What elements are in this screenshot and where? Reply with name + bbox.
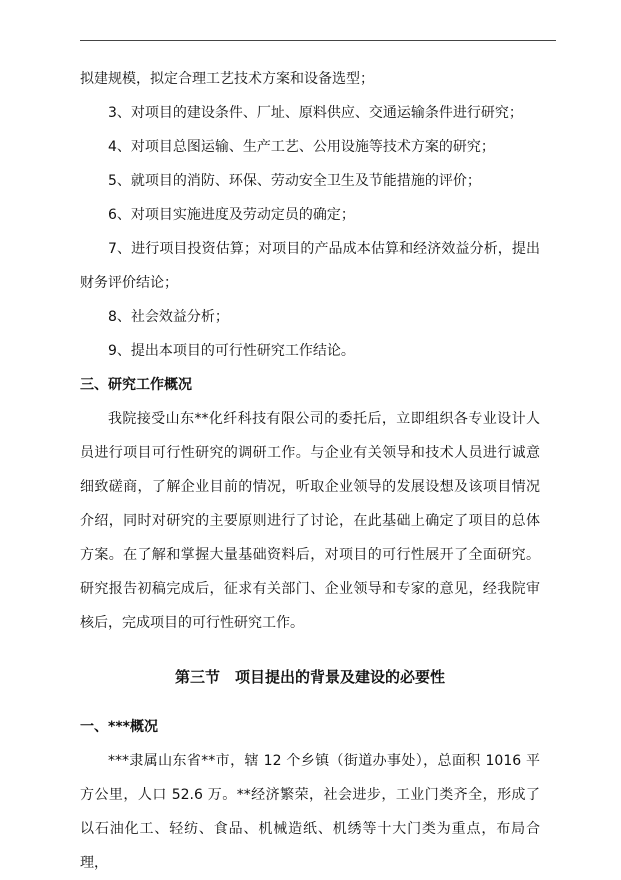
- paragraph-overview: ***隶属山东省**市，辖 12 个乡镇（街道办事处），总面积 1016 平方公里，人口 52.6 万。**经济繁荣，社会进步，工业门类齐全，形成了以石油化工、轻纺、食品、机械造纸、机绣等十大门类为重点，布局合理，: [80, 753, 540, 871]
- heading-overview: 一、***概况: [80, 719, 158, 735]
- list-item: 3、对项目的建设条件、厂址、原料供应、交通运输条件进行研究；: [108, 105, 523, 121]
- list-item: 9、提出本项目的可行性研究工作结论。: [108, 343, 355, 359]
- list-item: 8、社会效益分析；: [108, 309, 229, 325]
- list-item: 4、对项目总图运输、生产工艺、公用设施等技术方案的研究；: [108, 139, 495, 155]
- list-item: 6、对项目实施进度及劳动定员的确定；: [108, 207, 355, 223]
- heading-research-overview: 三、研究工作概况: [80, 377, 192, 393]
- header-rule: [80, 40, 556, 41]
- section-title: 第三节 项目提出的背景及建设的必要性: [174, 668, 445, 686]
- document-body: [80, 62, 540, 880]
- list-item: 7、进行项目投资估算；对项目的产品成本估算和经济效益分析，提出财务评价结论；: [80, 241, 540, 291]
- list-item: 5、就项目的消防、环保、劳动安全卫生及节能措施的评价；: [108, 173, 481, 189]
- paragraph-research-overview: 我院接受山东**化纤科技有限公司的委托后，立即组织各专业设计人员进行项目可行性研究的调研工作。与企业有关领导和技术人员进行诚意细致磋商，了解企业目前的情况，听取企业领导的发展设想及该项目情况介绍，同时对研究的主要原则进行了讨论，在此基础上确定了项目的总体方案。在了解和掌握大量基础资料后，对项目的可行性展开了全面研究。研究报告初稿完成后，征求有关部门、企业领导和专家的意见，经我院审核后，完成项目的可行性研究工作。: [80, 411, 540, 631]
- intro-line: 拟建规模，拟定合理工艺技术方案和设备选型；: [80, 71, 374, 87]
